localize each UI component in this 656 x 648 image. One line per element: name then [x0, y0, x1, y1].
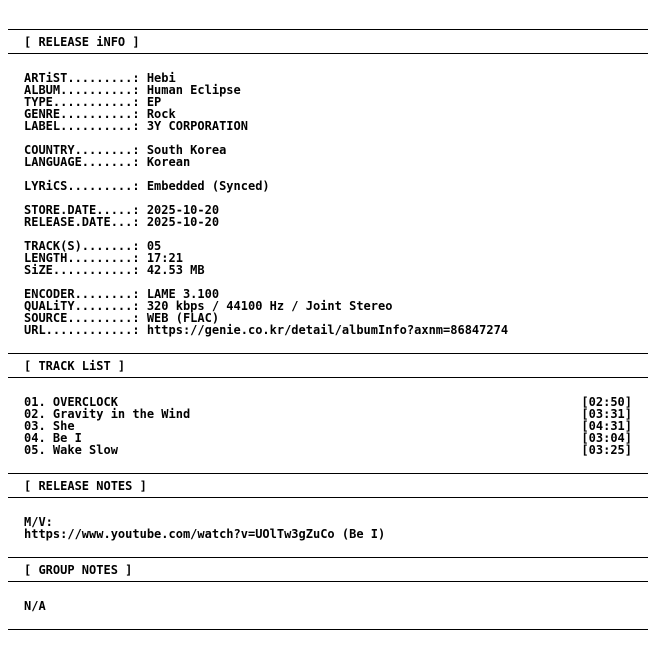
- section-header-release-notes: [ RELEASE NOTES ]: [24, 479, 147, 493]
- info-label: LABEL..........: 3Y CORPORATION: [24, 119, 248, 133]
- divider: [8, 29, 648, 30]
- mv-link[interactable]: https://www.youtube.com/watch?v=UOlTw3gZuCo (Be I): [24, 527, 386, 541]
- info-type: TYPE...........: EP: [24, 95, 162, 109]
- info-country: COUNTRY........: South Korea: [24, 143, 227, 157]
- divider: [8, 497, 648, 498]
- info-store-date: STORE.DATE.....: 2025-10-20: [24, 203, 220, 217]
- info-source: SOURCE.........: WEB (FLAC): [24, 311, 220, 325]
- mv-label: M/V:: [24, 515, 53, 529]
- info-language: LANGUAGE.......: Korean: [24, 155, 191, 169]
- info-release-date: RELEASE.DATE...: 2025-10-20: [24, 215, 220, 229]
- section-header-release-info: [ RELEASE iNFO ]: [24, 35, 140, 49]
- info-lyrics: LYRiCS.........: Embedded (Synced): [24, 179, 270, 193]
- track-title: 04. Be I: [24, 431, 82, 445]
- track-duration: [03:25]: [581, 443, 632, 457]
- divider: [8, 557, 648, 558]
- track-title: 05. Wake Slow: [24, 443, 118, 457]
- track-title: 02. Gravity in the Wind: [24, 407, 191, 421]
- track-title: 01. OVERCLOCK: [24, 395, 118, 409]
- track-title: 03. She: [24, 419, 75, 433]
- divider: [8, 473, 648, 474]
- section-header-group-notes: [ GROUP NOTES ]: [24, 563, 133, 577]
- divider: [8, 53, 648, 54]
- track-duration: [03:04]: [581, 431, 632, 445]
- info-length: LENGTH.........: 17:21: [24, 251, 183, 265]
- info-size: SiZE...........: 42.53 MB: [24, 263, 205, 277]
- info-artist: ARTiST.........: Hebi: [24, 71, 176, 85]
- divider: [8, 377, 648, 378]
- divider: [8, 581, 648, 582]
- divider: [8, 353, 648, 354]
- divider: [8, 629, 648, 630]
- track-duration: [04:31]: [581, 419, 632, 433]
- group-notes-text: N/A: [24, 599, 46, 613]
- info-album: ALBUM..........: Human Eclipse: [24, 83, 241, 97]
- info-genre: GENRE..........: Rock: [24, 107, 176, 121]
- section-header-track-list: [ TRACK LiST ]: [24, 359, 126, 373]
- info-quality: QUALiTY........: 320 kbps / 44100 Hz / Joint Stereo: [24, 299, 393, 313]
- info-tracks: TRACK(S).......: 05: [24, 239, 162, 253]
- track-duration: [03:31]: [581, 407, 632, 421]
- info-url: URL............: https://genie.co.kr/detail/albumInfo?axnm=86847274: [24, 323, 509, 337]
- track-duration: [02:50]: [581, 395, 632, 409]
- info-encoder: ENCODER........: LAME 3.100: [24, 287, 220, 301]
